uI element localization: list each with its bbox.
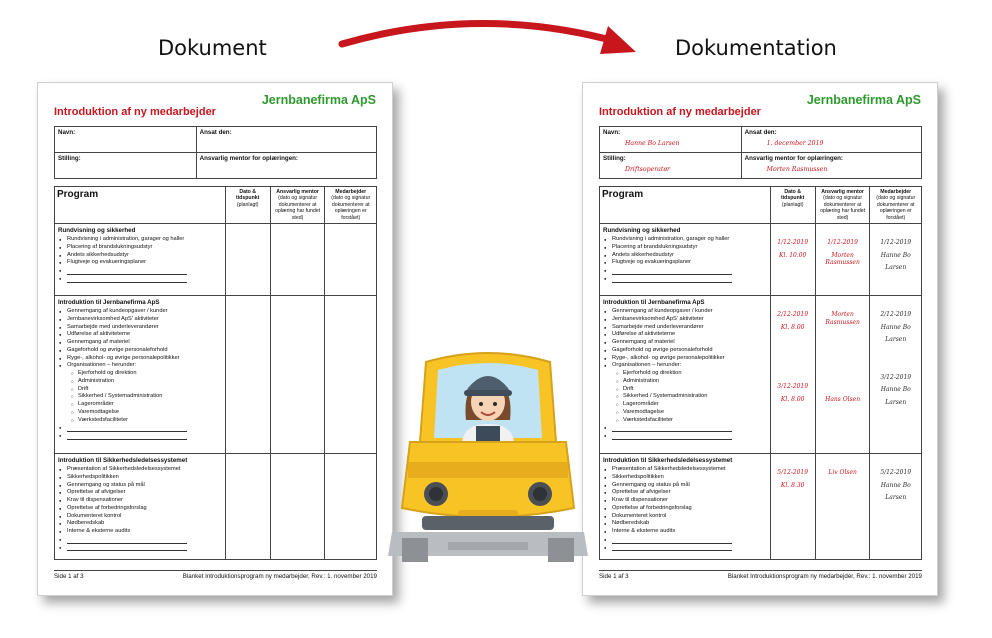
list-item: ● Krav til dispensationer bbox=[603, 497, 767, 505]
sub-item: ○ Værkstedsfaciliteter bbox=[603, 417, 767, 425]
planned-date-entry: 3/12-2019 Kl. 8.00 bbox=[777, 383, 809, 403]
filled-mentor: Morten Rasmussen bbox=[766, 165, 828, 173]
sub-item: ○ Lagerområder bbox=[58, 401, 222, 409]
section-title: Introduktion til Sikkerhedsledelsessystemet bbox=[603, 457, 733, 465]
heading-dokumentation: Dokumentation bbox=[675, 36, 837, 60]
blank-item bbox=[603, 275, 767, 283]
filled-document bbox=[582, 82, 938, 596]
list-item: ● Flugtveje og evakueringsplaner bbox=[603, 259, 767, 267]
sub-item: ○ Sikkerhed / Systemadministration bbox=[58, 393, 222, 401]
list-item: ● Gennemgang af materiel bbox=[603, 339, 767, 347]
column-mentor: Ansvarlig mentor (dato og signatur dokumenterer at oplæring har fundet sted) bbox=[270, 186, 325, 224]
list-item: ● Interne & eksterne audits bbox=[58, 528, 222, 536]
column-medarbejder: Medarbejder (dato og signatur dokumenterer at oplæringen er forstået) bbox=[325, 186, 377, 224]
list-item: ● Placering af brandslukningsudstyr bbox=[58, 244, 222, 252]
blank-item bbox=[58, 267, 222, 275]
page-number: Side 1 af 3 bbox=[54, 573, 84, 581]
list-item: ● Oprettelse af forbedringsforslag bbox=[603, 505, 767, 513]
list-item: ● Samarbejde med underleverandører bbox=[58, 324, 222, 332]
blank-item bbox=[603, 432, 767, 440]
filled-name: Hanne Bo Larsen bbox=[625, 139, 680, 147]
form-revision: Blanket Introduktionsprogram ny medarbejder, Rev.: 1. november 2019 bbox=[182, 573, 377, 581]
form-revision: Blanket Introduktionsprogram ny medarbejder, Rev.: 1. november 2019 bbox=[727, 573, 922, 581]
list-item: ● Sikkerhedspolitikken bbox=[58, 474, 222, 482]
arrow-icon bbox=[330, 10, 650, 60]
section-title: Rundvisning og sikkerhed bbox=[58, 227, 136, 235]
employee-info-table bbox=[54, 126, 377, 179]
blank-item bbox=[58, 424, 222, 432]
column-program: Program bbox=[55, 186, 226, 224]
list-item: ● Andets sikkerhedsudstyr bbox=[603, 252, 767, 260]
column-dato: Dato & tidspunkt (planlagt) bbox=[225, 186, 270, 224]
list-item: ● Oprettelse af afvigelser bbox=[603, 489, 767, 497]
program-table bbox=[54, 186, 377, 561]
list-item: ● Gageforhold og øvrige personaleforhold bbox=[58, 347, 222, 355]
list-item: ● Organisationen – herunder: bbox=[58, 362, 222, 370]
list-item: ● Udførelse af aktiviteterne bbox=[603, 331, 767, 339]
list-item: ● Dokumenteret kontrol bbox=[58, 513, 222, 521]
column-mentor: Ansvarlig mentor (dato og signatur dokumenterer at oplæring har fundet sted) bbox=[815, 186, 870, 224]
document-title: Introduktion af ny medarbejder bbox=[599, 106, 761, 118]
program-table bbox=[599, 186, 922, 561]
list-item: ● Nødberedskab bbox=[603, 520, 767, 528]
list-item: ● Jernbanevirksomhed ApS' aktiviteter bbox=[603, 316, 767, 324]
employee-signature-entry: 1/12-2019 Hanne Bo Larsen bbox=[880, 239, 912, 272]
sub-item: ○ Sikkerhed / Systemadministration bbox=[603, 393, 767, 401]
employee-signature-entry: 3/12-2019 Hanne Bo Larsen bbox=[880, 373, 912, 406]
sub-item: ○ Varemodtagelse bbox=[603, 409, 767, 417]
employee-signature-entry: 5/12-2019 Hanne Bo Larsen bbox=[880, 469, 912, 502]
company-name: Jernbanefirma ApS bbox=[261, 93, 376, 107]
list-item: ● Sikkerhedspolitikken bbox=[603, 474, 767, 482]
column-medarbejder: Medarbejder (dato og signatur dokumenterer at oplæringen er forstået) bbox=[870, 186, 922, 224]
label-navn: Navn: bbox=[603, 128, 621, 136]
sub-item: ○ Drift bbox=[58, 386, 222, 394]
list-item: ● Oprettelse af forbedringsforslag bbox=[58, 505, 222, 513]
list-item: ● Gageforhold og øvrige personaleforhold bbox=[603, 347, 767, 355]
filled-position: Driftsoperatør bbox=[625, 165, 671, 173]
sub-item: ○ Værkstedsfaciliteter bbox=[58, 417, 222, 425]
heading-dokument: Dokument bbox=[158, 36, 267, 60]
planned-date-entry: 2/12-2019 Kl. 8.00 bbox=[777, 311, 809, 331]
label-mentor: Ansvarlig mentor for oplæringen: bbox=[199, 154, 298, 162]
list-item: ● Udførelse af aktiviteterne bbox=[58, 331, 222, 339]
mentor-signature-entry: Hans Olsen bbox=[825, 396, 861, 404]
list-item: ● Interne & eksterne audits bbox=[603, 528, 767, 536]
blank-item bbox=[58, 432, 222, 440]
list-item: ● Placering af brandslukningsudstyr bbox=[603, 244, 767, 252]
label-stilling: Stilling: bbox=[58, 154, 81, 162]
sub-item: ○ Administration bbox=[603, 378, 767, 386]
list-item: ● Krav til dispensationer bbox=[58, 497, 222, 505]
list-item: ● Gennemgang af kundeopgaver / kunder bbox=[58, 308, 222, 316]
sub-item: ○ Drift bbox=[603, 386, 767, 394]
list-item: ● Gennemgang og status på mål bbox=[58, 482, 222, 490]
sub-item: ○ Ejerforhold og direktion bbox=[58, 370, 222, 378]
blank-item bbox=[58, 275, 222, 283]
list-item: ● Andets sikkerhedsudstyr bbox=[58, 252, 222, 260]
sub-item: ○ Administration bbox=[58, 378, 222, 386]
column-program: Program bbox=[600, 186, 771, 224]
section-title: Introduktion til Jernbanefirma ApS bbox=[58, 299, 160, 307]
planned-date-entry: 5/12-2019 Kl. 8.30 bbox=[777, 469, 809, 489]
employee-signature-entry: 2/12-2019 Hanne Bo Larsen bbox=[880, 311, 912, 344]
section-row bbox=[55, 296, 377, 454]
blank-item bbox=[603, 544, 767, 552]
list-item: ● Gennemgang af kundeopgaver / kunder bbox=[603, 308, 767, 316]
list-item: ● Rundvisning i administration, garager og haller bbox=[58, 236, 222, 244]
section-row bbox=[55, 454, 377, 560]
label-mentor: Ansvarlig mentor for oplæringen: bbox=[744, 154, 843, 162]
section-title: Rundvisning og sikkerhed bbox=[603, 227, 681, 235]
list-item: ● Gennemgang og status på mål bbox=[603, 482, 767, 490]
list-item: ● Samarbejde med underleverandører bbox=[603, 324, 767, 332]
blank-item bbox=[58, 544, 222, 552]
list-item: ● Præsentation af Sikkerhedsledelsessystemet bbox=[603, 466, 767, 474]
list-item: ● Jernbanevirksomhed ApS' aktiviteter bbox=[58, 316, 222, 324]
section-title: Introduktion til Jernbanefirma ApS bbox=[603, 299, 705, 307]
page-number: Side 1 af 3 bbox=[599, 573, 629, 581]
sub-item: ○ Lagerområder bbox=[603, 401, 767, 409]
train-illustration-icon bbox=[388, 342, 588, 574]
label-navn: Navn: bbox=[58, 128, 76, 136]
sub-item: ○ Ejerforhold og direktion bbox=[603, 370, 767, 378]
section-row bbox=[600, 224, 922, 296]
list-item: ● Flugtveje og evakueringsplaner bbox=[58, 259, 222, 267]
document-footer bbox=[54, 570, 377, 581]
list-item: ● Oprettelse af afvigelser bbox=[58, 489, 222, 497]
mentor-signature-entry: Liv Olsen bbox=[828, 469, 857, 477]
blank-item bbox=[603, 536, 767, 544]
mentor-signature-entry: Morten Rasmussen bbox=[825, 311, 860, 326]
section-row bbox=[55, 224, 377, 296]
list-item: ● Organisationen – herunder: bbox=[603, 362, 767, 370]
mentor-signature-entry: 1/12-2019 Morten Rasmussen bbox=[825, 239, 860, 267]
list-item: ● Ryge-, alkohol- og øvrige personalepolitikker bbox=[603, 355, 767, 363]
label-stilling: Stilling: bbox=[603, 154, 626, 162]
company-name: Jernbanefirma ApS bbox=[806, 93, 921, 107]
list-item: ● Nødberedskab bbox=[58, 520, 222, 528]
section-row bbox=[600, 454, 922, 560]
list-item: ● Ryge-, alkohol- og øvrige personalepolitikker bbox=[58, 355, 222, 363]
list-item: ● Rundvisning i administration, garager og haller bbox=[603, 236, 767, 244]
label-ansat: Ansat den: bbox=[744, 128, 777, 136]
label-ansat: Ansat den: bbox=[199, 128, 232, 136]
list-item: ● Gennemgang af materiel bbox=[58, 339, 222, 347]
document-footer bbox=[599, 570, 922, 581]
employee-info-table bbox=[599, 126, 922, 179]
section-row bbox=[600, 296, 922, 454]
blank-document bbox=[37, 82, 393, 596]
sub-item: ○ Varemodtagelse bbox=[58, 409, 222, 417]
blank-item bbox=[58, 536, 222, 544]
blank-item bbox=[603, 267, 767, 275]
blank-item bbox=[603, 424, 767, 432]
planned-date-entry: 1/12-2019 Kl. 10.00 bbox=[777, 239, 809, 259]
column-dato: Dato & tidspunkt (planlagt) bbox=[770, 186, 815, 224]
document-title: Introduktion af ny medarbejder bbox=[54, 106, 216, 118]
filled-start-date: 1. december 2019 bbox=[766, 139, 824, 147]
list-item: ● Præsentation af Sikkerhedsledelsessystemet bbox=[58, 466, 222, 474]
list-item: ● Dokumenteret kontrol bbox=[603, 513, 767, 521]
section-title: Introduktion til Sikkerhedsledelsessystemet bbox=[58, 457, 188, 465]
